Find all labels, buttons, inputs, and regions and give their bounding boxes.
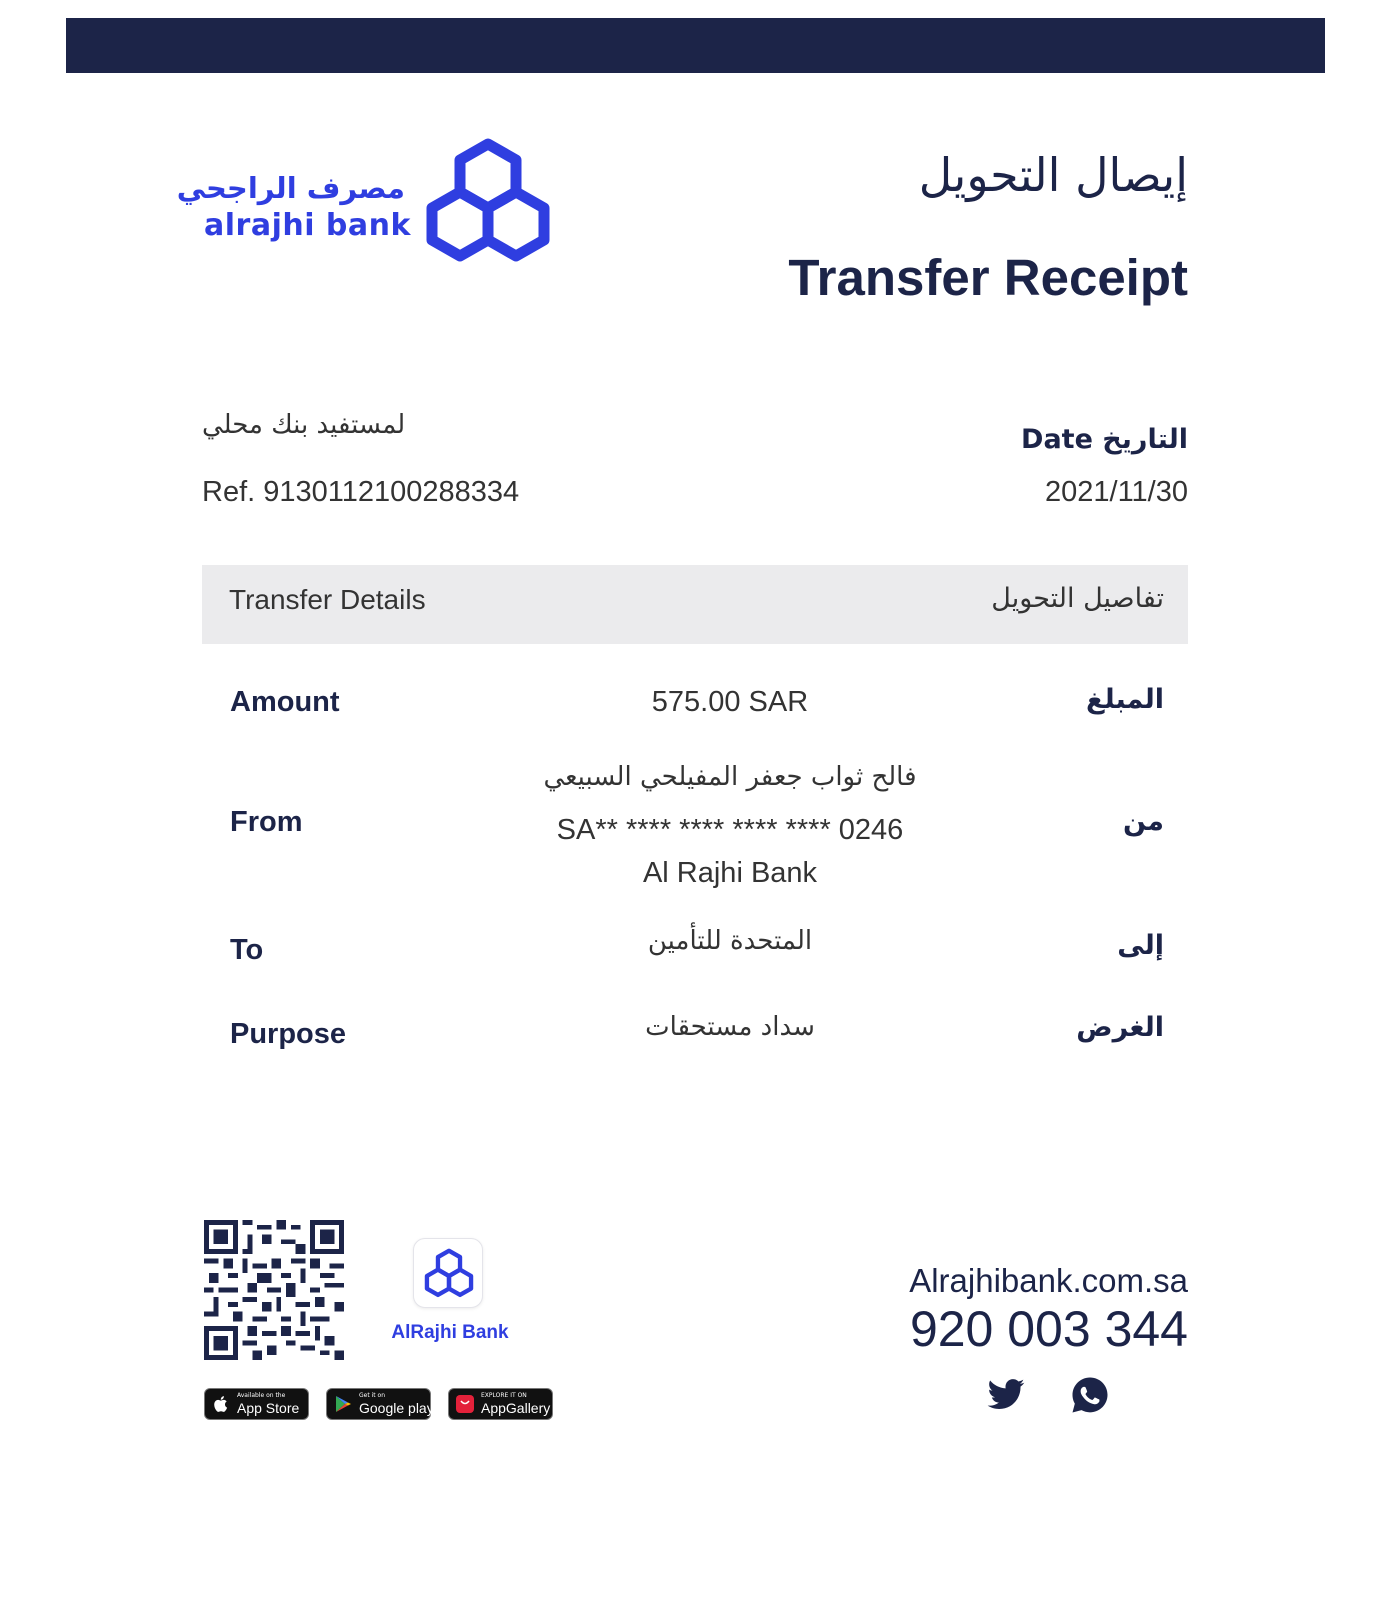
from-label: From <box>230 806 303 838</box>
qr-code-icon[interactable] <box>204 1220 344 1360</box>
alrajhi-logo-mark-icon <box>422 138 554 268</box>
to-label-arabic: إلى <box>1117 930 1164 961</box>
from-account: SA** **** **** **** **** 0246 <box>556 814 904 846</box>
website-link[interactable]: Alrajhibank.com.sa <box>909 1262 1188 1299</box>
twitter-icon[interactable] <box>986 1375 1026 1415</box>
google-play-small-text: Get it on <box>359 1392 386 1399</box>
purpose-value: سداد مستحقات <box>645 1012 815 1042</box>
apple-icon <box>211 1394 231 1414</box>
google-play-badge[interactable] <box>326 1388 434 1420</box>
to-label: To <box>230 934 264 966</box>
huawei-icon <box>455 1394 475 1414</box>
from-bank: Al Rajhi Bank <box>642 857 818 889</box>
beneficiary-type: لمستفيد بنك محلي <box>202 410 406 440</box>
app-name: AlRajhi Bank <box>391 1322 509 1343</box>
app-store-small-text: Available on the <box>237 1392 286 1399</box>
app-gallery-badge[interactable] <box>448 1388 553 1420</box>
logo-text-english: alrajhi bank <box>204 208 411 243</box>
purpose-label-arabic: الغرض <box>1076 1012 1164 1043</box>
date-label-english: Date <box>1021 424 1093 455</box>
google-play-text: Google play <box>359 1400 434 1416</box>
from-label-arabic: من <box>1122 806 1164 837</box>
alrajhi-logo <box>176 138 560 268</box>
purpose-label: Purpose <box>230 1018 347 1050</box>
transfer-details-header <box>202 565 1188 644</box>
amount-label-arabic: المبلغ <box>1086 684 1164 715</box>
receipt-title: Transfer Receipt <box>788 249 1188 306</box>
from-name: فالح ثواب جعفر المفيلحي السبيعي <box>543 762 917 792</box>
phone-number[interactable]: 920 003 344 <box>909 1301 1188 1357</box>
header-bar <box>66 18 1325 73</box>
app-store-text: App Store <box>237 1400 300 1416</box>
alrajhi-app-icon[interactable] <box>413 1238 483 1308</box>
alrajhi-logo-mark-icon <box>423 1248 475 1300</box>
to-value: المتحدة للتأمين <box>647 926 813 956</box>
date-value: 2021/11/30 <box>1045 476 1188 508</box>
app-gallery-small-text: EXPLORE IT ON <box>481 1392 527 1399</box>
receipt-title-arabic: إيصال التحويل <box>918 148 1188 202</box>
date-label-arabic: التاريخ <box>1102 424 1188 455</box>
amount-label: Amount <box>230 686 340 718</box>
transfer-details-title: Transfer Details <box>229 584 426 615</box>
reference-number: Ref. 9130112100288334 <box>202 476 520 508</box>
logo-text-arabic: مصرف الراجحي <box>176 171 405 205</box>
app-store-badge[interactable] <box>204 1388 309 1420</box>
amount-value: 575.00 SAR <box>651 686 809 718</box>
transfer-details-title-arabic: تفاصيل التحويل <box>991 583 1164 614</box>
google-play-icon <box>333 1394 353 1414</box>
app-gallery-text: AppGallery <box>481 1400 551 1416</box>
date-label <box>1021 424 1188 455</box>
whatsapp-icon[interactable] <box>1070 1375 1110 1415</box>
